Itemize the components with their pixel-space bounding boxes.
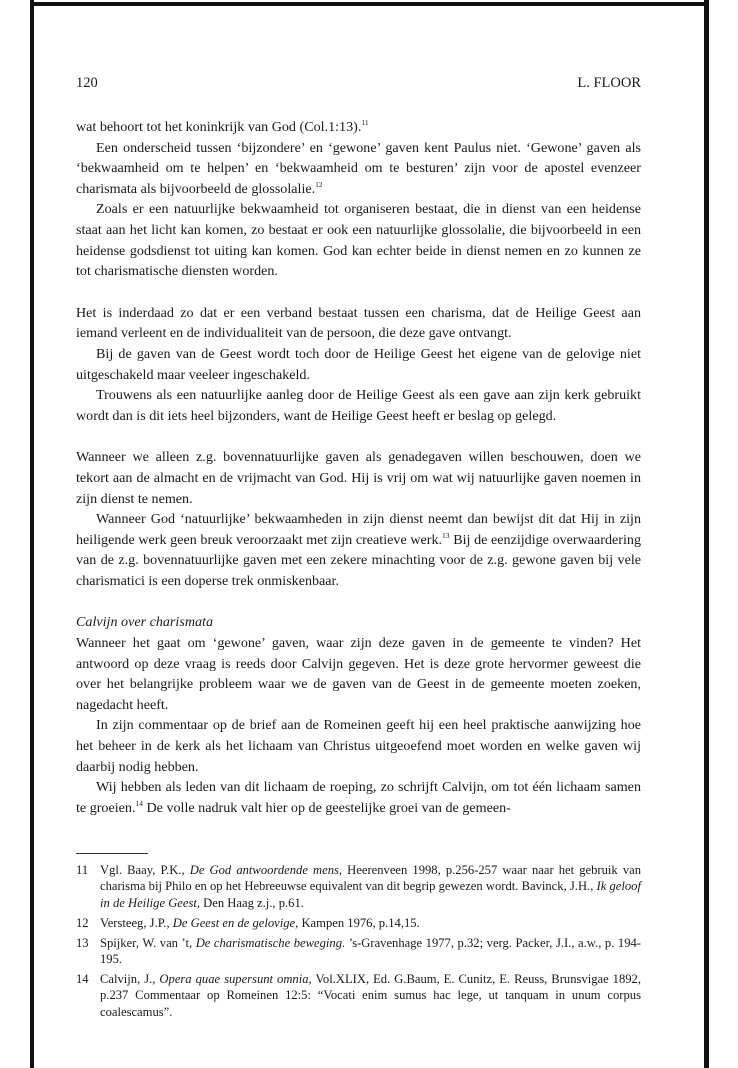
footnote-text: Calvijn, J., Opera quae supersunt omnia, Vol.XLIX, Ed. G.Baum, E. Cunitz, E. Reuss, Brunsvigae 1892, p.237 Commentaar op Romeinen 12:5: “Vocati enim sumus hac lege, ut tanquam in unum corpus coalescamus”.: [100, 971, 641, 1019]
body-text: [76, 117, 641, 818]
paragraph: Wij hebben als leden van dit lichaam de roeping, zo schrijft Calvijn, om tot één lichaam samen te groeien.$^{14}$ De volle nadruk valt hier op de geestelijke groei van de gemeen-: [76, 779, 641, 816]
running-header: [76, 75, 641, 92]
footnote-text: Versteeg, J.P., De Geest en de gelovige, Kampen 1976, p.14,15.: [100, 915, 420, 930]
paragraph: Zoals er een natuurlijke bekwaamheid tot organiseren bestaat, die in dienst van een heidense staat aan het licht kan komen, zo bestaat er ook een natuurlijke glossolalie, die bijvoorbeeld in een heidense godsdienst tot uiting kan komen. God kan echter beide in dienst nemen en zo kunnen ze tot charismatische diensten worden.: [76, 201, 641, 280]
footnote-number: 13: [76, 935, 89, 950]
paragraph: Wanneer we alleen z.g. bovennatuurlijke gaven als genadegaven willen beschouwen, doen we tekort aan de almacht en de vrijmacht van God. Hij is vrij om wat wij natuurlijke gaven noemen in zijn dienst te nemen.: [76, 449, 641, 507]
paragraph: wat behoort tot het koninkrijk van God (Col.1:13).$^{11}$: [76, 118, 369, 135]
footnote: [76, 935, 641, 968]
footnotes: [76, 862, 641, 1024]
footnote-text: Vgl. Baay, P.K., De God antwoordende mens, Heerenveen 1998, p.256-257 waar naar het gebruik van charisma bij Philo en op het Hebreeuwse equivalent van dit begrip gewezen wordt. Bavinck, J.H., Ik geloof in de Heilige Geest, Den Haag z.j., p.61.: [100, 863, 641, 910]
footnote-ref[interactable]: 12: [315, 179, 323, 189]
footnote: [76, 971, 641, 1020]
footnote-ref[interactable]: 13: [442, 530, 450, 540]
footnote-text: Spijker, W. van ’t, De charismatische beweging. ’s-Gravenhage 1977, p.32; verg. Packer, J.I., a.w., p. 194-195.: [100, 935, 641, 967]
footnote: [76, 862, 641, 911]
footnote-ref[interactable]: 14: [135, 798, 143, 808]
page-border-left: [30, 0, 34, 1068]
footnote-number: 14: [76, 971, 89, 986]
footnote-number: 11: [76, 863, 89, 877]
page-border-top: [30, 2, 708, 6]
running-title: L. FLOOR: [577, 75, 641, 91]
section-heading: Calvijn over charismata: [76, 614, 214, 631]
paragraph: Wanneer God ‘natuurlijke’ bekwaamheden in zijn dienst neemt dan bewijst dit dat Hij in zijn heiligende werk geen breuk veroorzaakt met zijn creatieve werk.$^{13}$ Bij de eenzijdige overwaardering van de z.g. bovennatuurlijke gaven met een zekere minachting voor de z.g. gewone gaven bij vele charismatici is een doperse trek onmiskenbaar.: [76, 511, 641, 589]
page-number: 120: [76, 75, 98, 91]
paragraph: Bij de gaven van de Geest wordt toch door de Heilige Geest het eigene van de gelovige niet uitgeschakeld maar veeleer ingeschakeld.: [76, 345, 641, 383]
footnote: [76, 915, 641, 931]
footnote-number: 12: [76, 915, 89, 930]
paragraph: In zijn commentaar op de brief aan de Romeinen geeft hij een heel praktische aanwijzing hoe het beheer in de kerk als het lichaam van Christus uitgeoefend moet worden en welke gaven wij daarbij nodig hebben.: [76, 717, 641, 775]
paragraph: Wanneer het gaat om ‘gewone’ gaven, waar zijn deze gaven in de gemeente te vinden? Het antwoord op deze vraag is reeds door Calvijn gegeven. Het is deze grote hervormer geweest die over het belangrijke probleem waar we de gaven van de Geest in de gemeente moeten zoeken, nagedacht heeft.: [76, 635, 641, 713]
paragraph: Trouwens als een natuurlijke aanleg door de Heilige Geest als een gave aan zijn kerk gebruikt wordt dan is dit iets heel bijzonders, want de Heilige Geest heeft er beslag op gelegd.: [76, 387, 641, 424]
footnote-rule: [76, 853, 148, 854]
paragraph: Een onderscheid tussen ‘bijzondere’ en ‘gewone’ gaven kent Paulus niet. ‘Gewone’ gaven als ‘bekwaamheid om te helpen’ en ‘bekwaamheid om te besturen’ zijn voor de apostel evenzeer charismata als bijvoorbeeld de glossolalie.$^{12}$: [76, 139, 641, 197]
footnote-ref[interactable]: 11: [361, 118, 369, 127]
page-border-right: [704, 0, 709, 1068]
paragraph: Het is inderdaad zo dat er een verband bestaat tussen een charisma, dat de Heilige Geest aan iemand verleent en de individualiteit van de persoon, die deze gave ontvangt.: [76, 304, 641, 342]
